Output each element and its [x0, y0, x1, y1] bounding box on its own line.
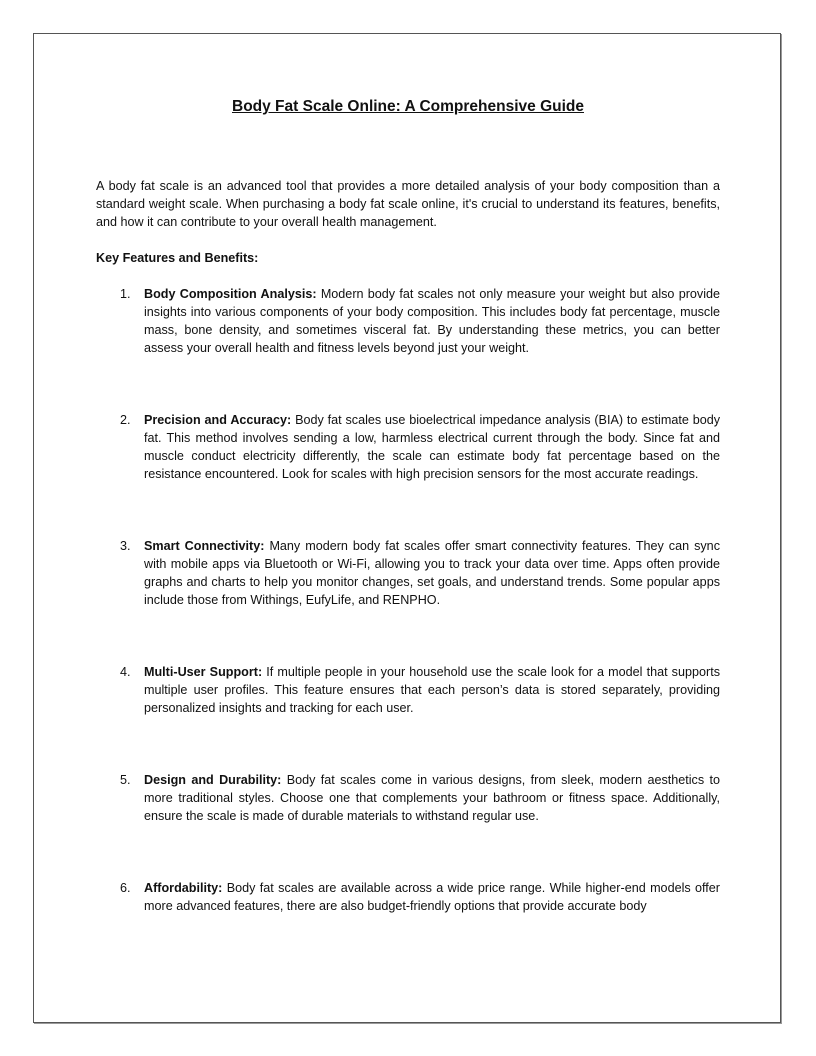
features-list — [96, 285, 720, 915]
intro-paragraph: A body fat scale is an advanced tool that provides a more detailed analysis of your body composition than a standard weight scale. When purchasing a body fat scale online, it's crucial to understand its features, benefits, and how it can contribute to your overall health management. — [96, 179, 720, 229]
document-content — [96, 96, 720, 969]
list-item — [96, 537, 720, 609]
list-number: 2. — [120, 413, 131, 427]
list-number: 5. — [120, 773, 131, 787]
feature-title: Multi-User Support: — [144, 665, 263, 679]
list-number: 4. — [120, 665, 131, 679]
feature-title: Smart Connectivity: — [144, 539, 265, 553]
feature-text: If multiple people in your household use the scale look for a model that supports multiple user profiles. This feature ensures that each person’s data is stored separately, providing personalized insights and tracking for each user. — [144, 665, 720, 715]
list-number: 6. — [120, 881, 131, 895]
list-number: 1. — [120, 287, 131, 301]
feature-title: Affordability: — [144, 881, 223, 895]
feature-text: Many modern body fat scales offer smart connectivity features. They can sync with mobile apps via Bluetooth or Wi-Fi, allowing you to track your data over time. Apps often provide graphs and charts to help you monitor changes, set goals, and understand trends. Some popular apps include those from Withings, EufyLife, and RENPHO. — [144, 539, 720, 607]
feature-text: Body fat scales use bioelectrical impedance analysis (BIA) to estimate body fat. This method involves sending a low, harmless electrical current through the body. Since fat and muscle conduct electricity differently, the scale can estimate body fat percentage based on the resistance encountered. Look for scales with high precision sensors for the most accurate readings. — [144, 413, 721, 481]
list-item — [96, 879, 720, 915]
feature-title: Precision and Accuracy: — [144, 413, 292, 427]
list-item — [96, 663, 720, 717]
page-title: Body Fat Scale Online: A Comprehensive Guide — [232, 98, 584, 115]
list-item — [96, 411, 720, 483]
list-number: 3. — [120, 539, 131, 553]
features-heading: Key Features and Benefits: — [96, 251, 259, 265]
feature-text: Body fat scales are available across a wide price range. While higher-end models offer more advanced features, there are also budget-friendly options that provide accurate body — [144, 881, 721, 913]
feature-text: Body fat scales come in various designs, from sleek, modern aesthetics to more traditional styles. Choose one that complements your bathroom or fitness space. Additionally, ensure the scale is made of durable materials to withstand regular use. — [144, 773, 720, 823]
feature-text: Modern body fat scales not only measure your weight but also provide insights into various components of your body composition. This includes body fat percentage, muscle mass, bone density, and sometimes visceral fat. By understanding these metrics, you can better assess your overall health and fitness levels beyond just your weight. — [144, 287, 721, 355]
list-item — [96, 285, 720, 357]
list-item — [96, 771, 720, 825]
feature-title: Body Composition Analysis: — [144, 287, 317, 301]
feature-title: Design and Durability: — [144, 773, 282, 787]
